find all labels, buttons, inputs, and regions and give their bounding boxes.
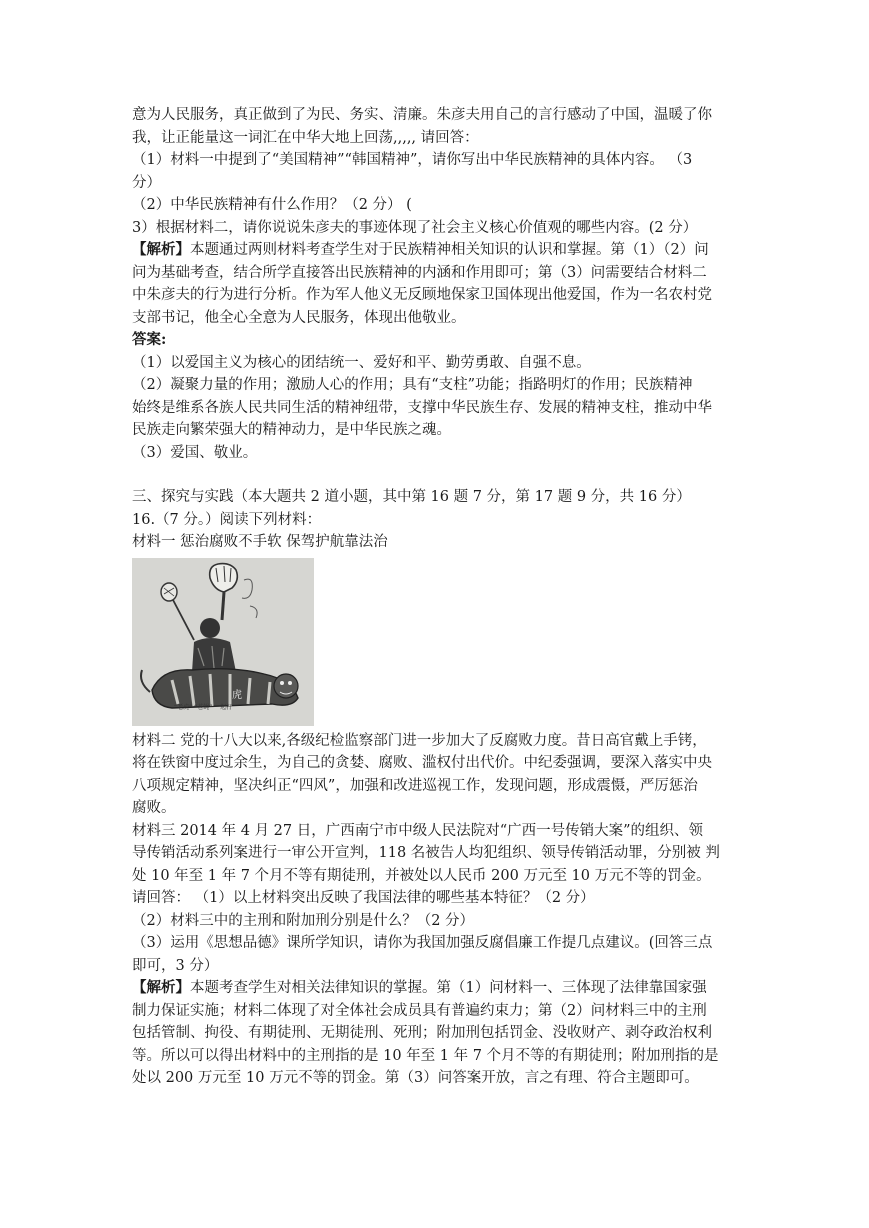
- material-line: 材料三 2014 年 4 月 27 日，广西南宁市中级人民法院对“广西一号传销大案”的组织、领: [132, 822, 704, 839]
- cartoon-caption: “老虎” “苍蝇” 一起打: [174, 704, 233, 711]
- answer-line: （1）以爱国主义为核心的团结统一、爱好和平、勤劳勇敢、自强不息。: [132, 354, 591, 371]
- analysis-tag: 【解析】: [132, 241, 190, 258]
- question-number: 16.（7 分。）阅读下列材料：: [132, 511, 322, 528]
- question-line: （2）材料三中的主刑和附加刑分别是什么？（2 分）: [132, 912, 475, 929]
- answer-line: 民族走向繁荣强大的精神动力，是中华民族之魂。: [132, 422, 451, 438]
- answer-line: （2）凝聚力量的作用；激励人心的作用；具有“支柱”功能；指路明灯的作用；民族精神: [132, 377, 693, 393]
- analysis-line: 中朱彦夫的行为进行分析。作为军人他义无反顾地保家卫国体现出他爱国，作为一名农村党: [132, 287, 712, 303]
- analysis-line: 支部书记，他全心全意为人民服务，体现出他敬业。: [132, 309, 466, 326]
- question-line: 即可，3 分）: [132, 957, 219, 974]
- question-line: （1）材料一中提到了“美国精神”“韩国精神”，请你写出中华民族精神的具体内容。 （3: [132, 152, 693, 168]
- text-line: 意为人民服务，真正做到了为民、务实、清廉。朱彦夫用自己的言行感动了中国，温暖了你: [132, 107, 712, 123]
- material-line: 将在铁窗中度过余生，为自己的贪婪、腐败、滥权付出代价。中纪委强调，要深入落实中央: [132, 755, 712, 771]
- analysis-line: 包括管制、拘役、有期徒刑、无期徒刑、死刑；附加刑包括罚金、没收财产、剥夺政治权利: [132, 1025, 712, 1041]
- analysis-line: 【解析】本题考查学生对相关法律知识的掌握。第（1）问材料一、三体现了法律靠国家强: [132, 979, 707, 996]
- analysis-line: 问为基础考查，结合所学直接答出民族精神的内涵和作用即可；第（3）问需要结合材料二: [132, 264, 707, 281]
- material-one-title: 材料一 惩治腐败不手软 保驾护航靠法治: [132, 534, 388, 550]
- anti-corruption-cartoon: [132, 558, 314, 726]
- analysis-line: 制力保证实施；材料二体现了对全体社会成员具有普遍约束力；第（2）问材料三中的主刑: [132, 1002, 707, 1019]
- question-line: 分）: [132, 174, 161, 191]
- analysis-line: 处以 200 万元至 10 万元不等的罚金。第（3）问答案开放，言之有理、符合主题即可。: [132, 1070, 699, 1086]
- answer-heading: 答案:: [132, 331, 167, 348]
- document-body: [132, 104, 744, 1090]
- question-line: （2）中华民族精神有什么作用？（2 分） (: [132, 197, 412, 213]
- answer-line: 始终是维系各族人民共同生活的精神纽带，支撑中华民族生存、发展的精神支柱，推动中华: [132, 399, 712, 416]
- answer-line: （3）爱国、敬业。: [132, 444, 258, 461]
- material-line: 腐败。: [132, 800, 176, 816]
- section-heading: 三、探究与实践（本大题共 2 道小题，其中第 16 题 7 分，第 17 题 9 分，共 16 分）: [132, 489, 691, 505]
- material-line: 导传销活动系列案进行一审公开宣判，118 名被告人均犯组织、领导传销活动罪，分别被 判: [132, 845, 720, 861]
- svg-text:虎: 虎: [232, 689, 242, 701]
- material-line: 处 10 年至 1 年 7 个月不等有期徒刑，并被处以人民币 200 万元至 10 万元不等的罚金。: [132, 867, 711, 884]
- question-line: （3）运用《思想品德》课所学知识，请你为我国加强反腐倡廉工作提几点建议。(回答三点: [132, 935, 713, 951]
- question-line: 请回答： （1）以上材料突出反映了我国法律的哪些基本特征？（2 分）: [132, 890, 595, 906]
- section-gap: [132, 464, 744, 486]
- material-line: 八项规定精神，坚决纠正“四风”，加强和改进巡视工作，发现问题，形成震慑，严厉惩治: [132, 777, 698, 794]
- question-line: 3）根据材料二，请你说说朱彦夫的事迹体现了社会主义核心价值观的哪些内容。(2 分）: [132, 219, 698, 236]
- analysis-tag: 【解析】: [132, 979, 190, 996]
- material-line: 材料二 党的十八大以来,各级纪检监察部门进一步加大了反腐败力度。昔日高官戴上手铐，: [132, 732, 707, 749]
- text-line: 我，让正能量这一词汇在中华大地上回荡,,,,, 请回答：: [132, 129, 479, 146]
- analysis-line: 等。所以可以得出材料中的主刑指的是 10 年至 1 年 7 个月不等的有期徒刑；附加刑指的是: [132, 1047, 719, 1064]
- analysis-line: 【解析】本题通过两则材料考查学生对于民族精神相关知识的认识和掌握。第（1）（2）问: [132, 241, 709, 258]
